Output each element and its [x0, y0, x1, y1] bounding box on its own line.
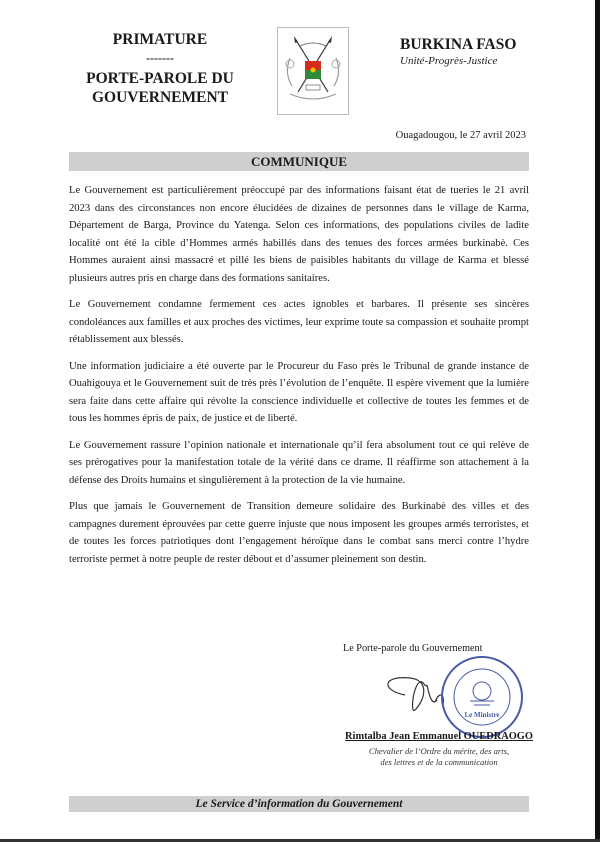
header-primature: PRIMATURE [112, 31, 208, 48]
header-motto: Unité-Progrès-Justice [400, 55, 498, 67]
header-separator: ------- [146, 51, 174, 65]
footer-banner: Le Service d’information du Gouvernement [69, 796, 529, 812]
paragraph: Plus que jamais le Gouvernement de Transition demeure solidaire des Burkinabè des villes et des campagnes durement éprouvées par cette guerre injuste que nous imposent les groupes armés terroristes, et de toutes les forces patriotiques dont l’engagement héroïque dans le combat sans merci contre l’hydre terroriste permet à notre peuple de rester débout et d’assumer pleinement son destin. [69, 501, 529, 565]
header-right [400, 35, 560, 68]
signatory-distinction-line1: Chevalier de l’Ordre du mérite, des arts, [368, 746, 510, 756]
signatory-distinction-line2: des lettres et de la communication [380, 757, 498, 767]
header-country: BURKINA FASO [400, 36, 517, 53]
seal-text: Le Ministre [464, 711, 500, 719]
coat-of-arms-icon [277, 27, 349, 115]
scan-edge-right [595, 0, 600, 842]
paragraph: Le Gouvernement est particulièrement préoccupé par des informations faisant état de tueries le 21 avril 2023 dans des circonstances non encore élucidées de dizaines de personnes dans le village de Karma, Département de Barga, Province du Yatenga. Selon ces informations, des populations civiles de ladite localité ont été la cible d’Hommes armés habillés dans des tenues des forces armées burkinabè. Ces Hommes auraient ainsi massacré et pillé les biens de paisibles habitants du village de Karma et blessé plusieurs autres pris en charge dans des formations sanitaires. [69, 185, 529, 284]
header-left [60, 30, 260, 107]
paragraph: Le Gouvernement rassure l’opinion nationale et internationale qu’il fera absolument tout ce qui relève de ses prérogatives pour la manifestation totale de la vérité dans ce drame. Il réaffirme son attachement à la défense des Droits humains et singulièrement à la protection de la vie humaine. [69, 439, 529, 486]
paragraph: Le Gouvernement condamne fermement ces actes ignobles et barbares. Il présente ses sincères condoléances aux familles et aux proches des victimes, leur exprime toute sa compassion et souhaite prompt rétablissement aux blessés. [69, 299, 529, 345]
signatory-distinction [322, 746, 556, 768]
paragraph: Une information judiciaire a été ouverte par le Procureur du Faso près le Tribunal de grande instance de Ouahigouya et le Gouvernement suit de très près l’évolution de l’enquête. Il espère vivement que la lumière sera faite dans cette affaire qui révolte la conscience individuelle et collective de toutes les femmes et de tous les hommes épris de paix, de justice et de liberté. [69, 360, 529, 424]
header-gouvernement: GOUVERNEMENT [91, 89, 229, 106]
official-seal [440, 655, 525, 740]
signatory-title: Le Porte-parole du Gouvernement [343, 643, 483, 654]
signatory-name: Rimtalba Jean Emmanuel OUEDRAOGO [345, 731, 533, 742]
header-porte-parole: PORTE-PAROLE DU [86, 70, 234, 87]
title-banner: COMMUNIQUE [69, 152, 529, 171]
date-line: Ouagadougou, le 27 avril 2023 [395, 130, 526, 141]
communique-body [69, 182, 529, 577]
